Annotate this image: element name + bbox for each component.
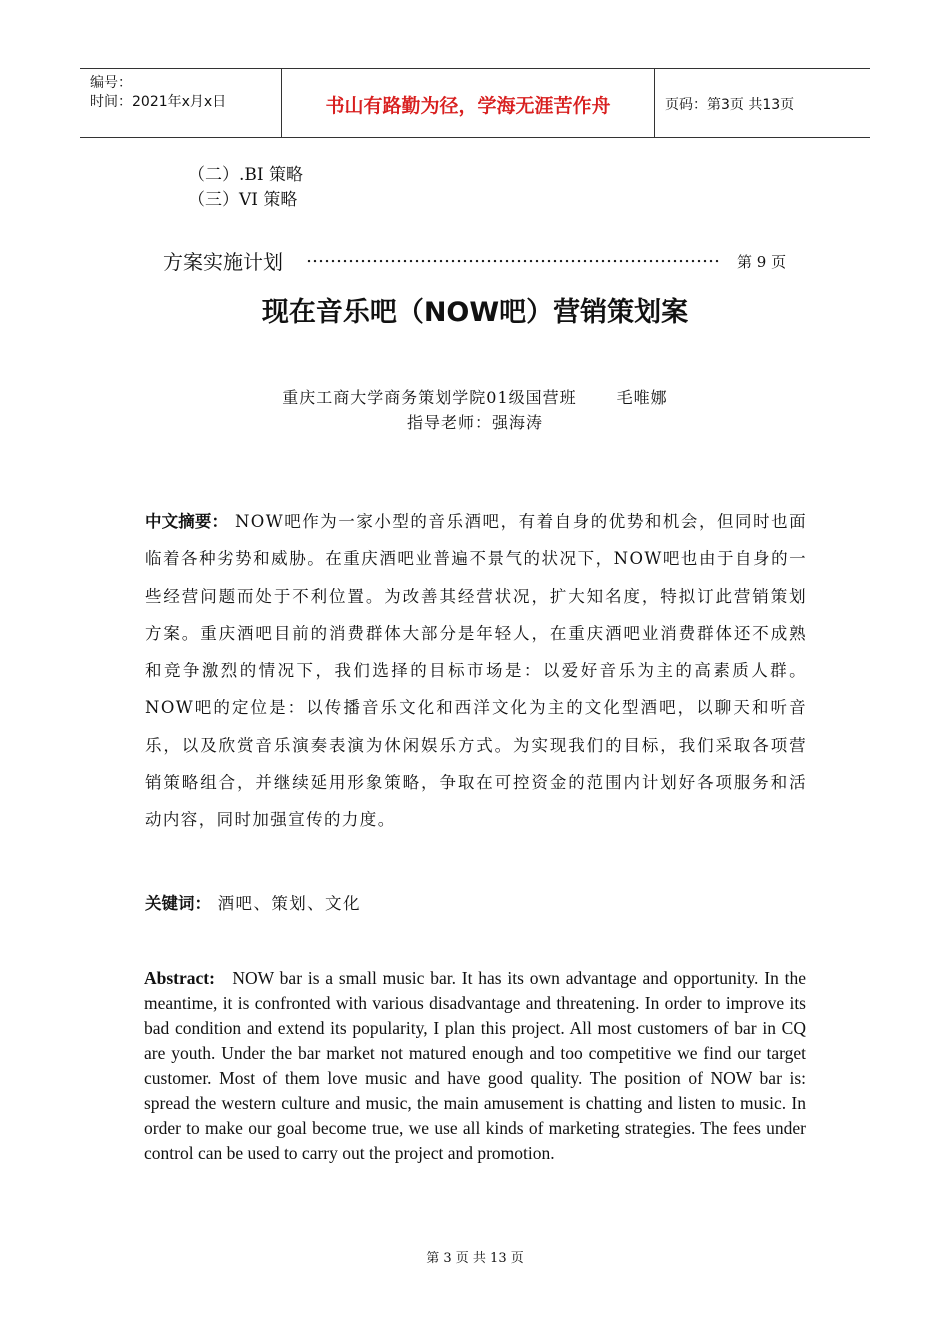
chinese-abstract-text: NOW吧作为一家小型的音乐酒吧，有着自身的优势和机会，但同时也面临着各种劣势和威胁。在重庆酒吧业普遍不景气的状况下，NOW吧也由于自身的一些经营问题而处于不利位置。为改善其经营状况，扩大知名度，特拟订此营销策划方案。重庆酒吧目前的消费群体大部分是年轻人，在重庆酒吧业消费群体还不成熟和竞争激烈的情况下，我们选择的目标市场是：以爱好音乐为主的高素质人群。NOW吧的定位是：以传播音乐文化和西洋文化为主的文化型酒吧，以聊天和听音乐，以及欣赏音乐演奏表演为休闲娱乐方式。为实现我们的目标，我们采取各项营销策略组合，并继续延用形象策略，争取在可控资金的范围内计划好各项服务和活动内容，同时加强宣传的力度。 <box>145 512 808 830</box>
keywords <box>145 890 361 914</box>
page-header <box>80 68 870 138</box>
english-abstract <box>144 966 806 1166</box>
keywords-text: 酒吧、策划、文化 <box>217 894 361 913</box>
toc-item-bi: （二）.BI 策略 <box>188 165 304 185</box>
author-affiliation: 重庆工商大学商务策划学院01级国营班 <box>282 388 577 407</box>
author-name: 毛唯娜 <box>616 388 668 407</box>
toc-impl-page: 第 9 页 <box>737 253 787 271</box>
chinese-abstract-label: 中文摘要： <box>145 512 229 531</box>
document-title: 现在音乐吧（NOW吧）营销策划案 <box>261 297 689 328</box>
header-meta-cell <box>80 69 282 137</box>
english-abstract-text: NOW bar is a small music bar. It has its own advantage and opportunity. In the meantime, it is confronted with various disadvantage and threatening. In order to improve its bad condition and extend its popularity, I plan this project. All most customers of bar in CQ are youth. Under the bar market not matured enough and too competitive we find our target customer. Most of them love music and have good quality. The position of NOW bar is: spread the western culture and music, the main amusement is chatting and listen to music. In order to make our goal become true, we use all kinds of marketing strategies. The fees under control can be used to carry out the project and promotion. <box>144 968 807 1163</box>
keywords-label: 关键词： <box>145 894 211 913</box>
chinese-abstract <box>145 503 807 839</box>
header-motto-cell <box>282 69 655 137</box>
header-motto: 书山有路勤为径，学海无涯苦作舟 <box>325 95 611 117</box>
document-time: 时间：2021年x月x日 <box>90 94 227 110</box>
header-page-cell <box>655 69 870 137</box>
header-page-info: 页码：第3页 共13页 <box>665 97 795 113</box>
document-number: 编号： <box>90 75 132 91</box>
english-abstract-label: Abstract: <box>144 968 215 988</box>
toc-impl-label: 方案实施计划 <box>163 250 283 274</box>
advisor-line: 指导老师：强海涛 <box>406 413 543 432</box>
toc-leader-dots: …………………………………………………………… <box>306 246 720 267</box>
toc-item-implementation <box>163 246 793 274</box>
toc-item-vi: （三）VI 策略 <box>188 190 298 210</box>
page-footer: 第 3 页 共 13 页 <box>426 1251 524 1266</box>
author-line <box>0 385 950 408</box>
